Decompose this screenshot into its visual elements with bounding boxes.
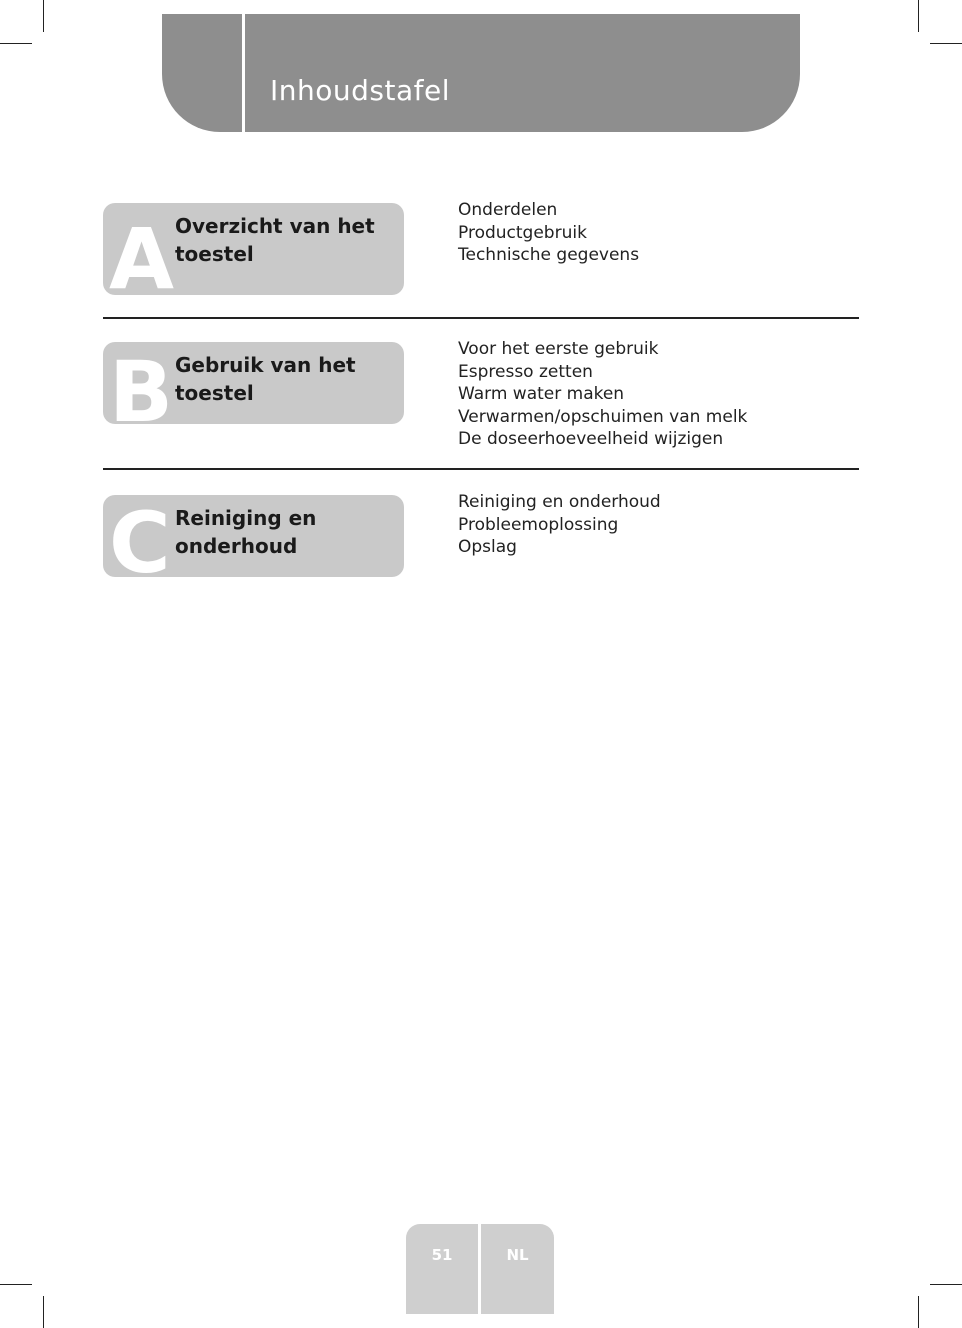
section-c-items [458, 491, 661, 559]
section-c-box [103, 495, 404, 577]
header-divider [242, 14, 245, 132]
section-a-items [458, 199, 639, 267]
page-number-tab [406, 1224, 478, 1314]
crop-mark [43, 1296, 44, 1328]
crop-mark [43, 0, 44, 32]
section-letter: B [109, 343, 174, 424]
list-item: Technische gegevens [458, 245, 640, 265]
section-title: Reiniging en onderhoud [175, 506, 317, 558]
header-banner [162, 14, 800, 132]
list-item: Reiniging en onderhoud [458, 492, 661, 512]
section-letter: C [109, 495, 171, 577]
page-title: Inhoudstafel [270, 74, 450, 107]
list-item: Voor het eerste gebruik [458, 339, 659, 359]
page-number: 51 [431, 1246, 453, 1264]
list-item: Onderdelen [458, 200, 558, 220]
crop-mark [918, 0, 919, 32]
list-item: Opslag [458, 537, 517, 557]
section-divider [103, 317, 859, 319]
list-item: Espresso zetten [458, 361, 593, 382]
section-title: Overzicht van het toestel [175, 214, 375, 266]
list-item: De doseerhoeveelheid wijzigen [458, 429, 724, 449]
list-item: Warm water maken [458, 384, 625, 404]
language-tab [481, 1224, 554, 1314]
crop-mark [0, 43, 32, 44]
crop-mark [930, 1284, 962, 1285]
crop-mark [0, 1284, 32, 1285]
crop-mark [918, 1296, 919, 1328]
list-item: Verwarmen/opschuimen van melk [458, 406, 748, 427]
section-b-box [103, 342, 404, 424]
section-divider [103, 468, 859, 470]
list-item: Productgebruik [458, 222, 587, 243]
language-code: NL [506, 1246, 529, 1264]
list-item: Probleemoplossing [458, 514, 619, 535]
section-title: Gebruik van het toestel [175, 353, 356, 405]
section-letter: A [109, 210, 175, 295]
section-b-items [458, 338, 747, 451]
crop-mark [930, 43, 962, 44]
section-a-box [103, 203, 404, 295]
